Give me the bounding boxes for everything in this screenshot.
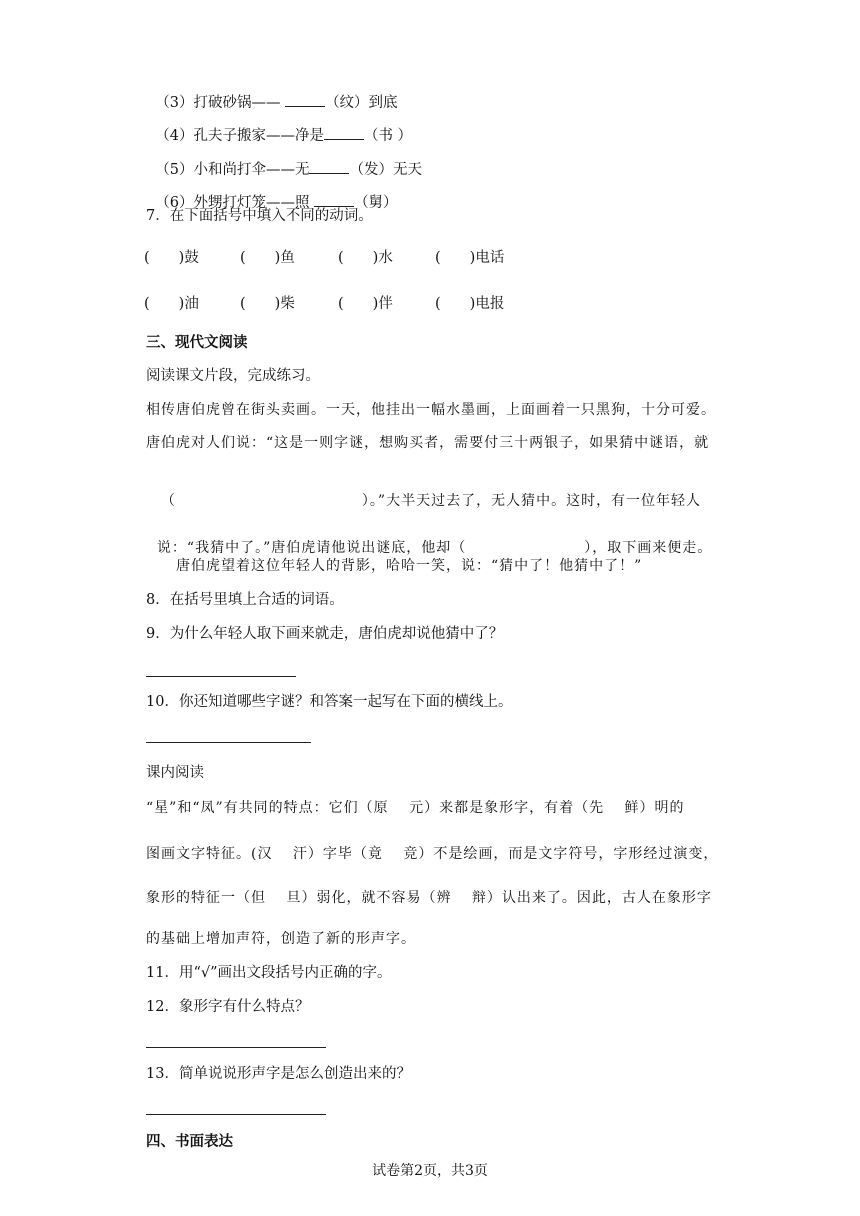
verb-cell[interactable]: ( )电报 <box>435 296 505 312</box>
answer-line[interactable] <box>146 1114 326 1115</box>
question-11: 11．用“√”画出文段括号内正确的字。 <box>146 965 392 981</box>
page-footer: 试卷第2页，共3页 <box>372 1163 488 1179</box>
passage-text: ）。”大半天过去了，无人猜中。这时，有一位年轻人 <box>361 493 702 509</box>
passage-line: 唐伯虎望着这位年轻人的背影，哈哈一笑，说：“猜中了！他猜中了！” <box>176 558 643 574</box>
passage-text: 说：“我猜中了。”唐伯虎请他说出谜底，他却（ <box>156 540 467 556</box>
verb-cell[interactable]: ( )伴 <box>338 296 393 312</box>
passage-line: 图画文字特征。(汉 汗）字毕（竟 竞）不是绘画，而是文字符号，字形经过演变， <box>146 846 719 862</box>
verb-cell[interactable]: ( )油 <box>144 296 199 312</box>
reading-intro: 阅读课文片段，完成练习。 <box>146 368 320 384</box>
idiom-text: （5）小和尚打伞——无 <box>155 162 310 178</box>
passage-line: 的基础上增加声符，创造了新的形声字。 <box>146 931 416 947</box>
question-10: 10．你还知道哪些字谜？和答案一起写在下面的横线上。 <box>146 694 513 710</box>
idiom-text: （4）孔夫子搬家——净是 <box>155 128 324 144</box>
open-paren: （ <box>160 493 176 509</box>
question-9: 9．为什么年轻人取下画来就走，唐伯虎却说他猜中了？ <box>146 626 504 642</box>
answer-line[interactable] <box>146 742 311 743</box>
idiom-hint: （舅） <box>354 195 398 211</box>
section-heading-3: 三、现代文阅读 <box>146 334 248 351</box>
verb-cell[interactable]: ( )电话 <box>435 250 505 266</box>
answer-blank[interactable] <box>314 192 354 207</box>
passage-text: ），取下画来便走。 <box>584 540 713 556</box>
verb-cell[interactable]: ( )鱼 <box>240 250 295 266</box>
question-13: 13．简单说说形声字是怎么创造出来的？ <box>146 1066 411 1082</box>
idiom-text: （3）打破砂锅—— <box>155 95 286 111</box>
reading-intro-2: 课内阅读 <box>146 765 204 781</box>
answer-line[interactable] <box>146 1047 326 1048</box>
idiom-hint: （发）无天 <box>349 162 422 178</box>
verb-cell[interactable]: ( )水 <box>338 250 393 266</box>
passage-line: 唐伯虎对人们说：“这是一则字谜，想购买者，需要付三十两银子，如果猜中谜语，就 <box>146 435 710 451</box>
passage-line <box>150 471 701 511</box>
section-heading-4: 四、书面表达 <box>146 1133 233 1150</box>
idiom-hint: （纹）到底 <box>325 95 398 111</box>
passage-line: 相传唐伯虎曾在街头卖画。一天，他挂出一幅水墨画，上面画着一只黑狗，十分可爱。 <box>146 402 716 418</box>
question-8: 8．在括号里填上合适的词语。 <box>146 592 344 608</box>
passage-line <box>146 518 712 558</box>
answer-blank[interactable] <box>324 125 364 140</box>
answer-line[interactable] <box>146 676 296 677</box>
verb-cell[interactable]: ( )柴 <box>240 296 295 312</box>
verb-cell[interactable]: ( )鼓 <box>144 250 199 266</box>
passage-line: 象形的特征一（但 旦）弱化，就不容易（辨 辩）认出来了。因此，古人在象形字 <box>146 890 712 906</box>
passage-line: “星”和“凤”有共同的特点：它们（原 元）来都是象形字，有着（先 鲜）明的 <box>146 800 685 816</box>
question-7: 7．在下面括号中填入不同的动词。 <box>146 208 373 224</box>
question-12: 12．象形字有什么特点？ <box>146 999 310 1015</box>
idiom-text: （6）外甥打灯笼——照 <box>155 195 315 211</box>
idiom-hint: （书 ） <box>363 128 413 144</box>
